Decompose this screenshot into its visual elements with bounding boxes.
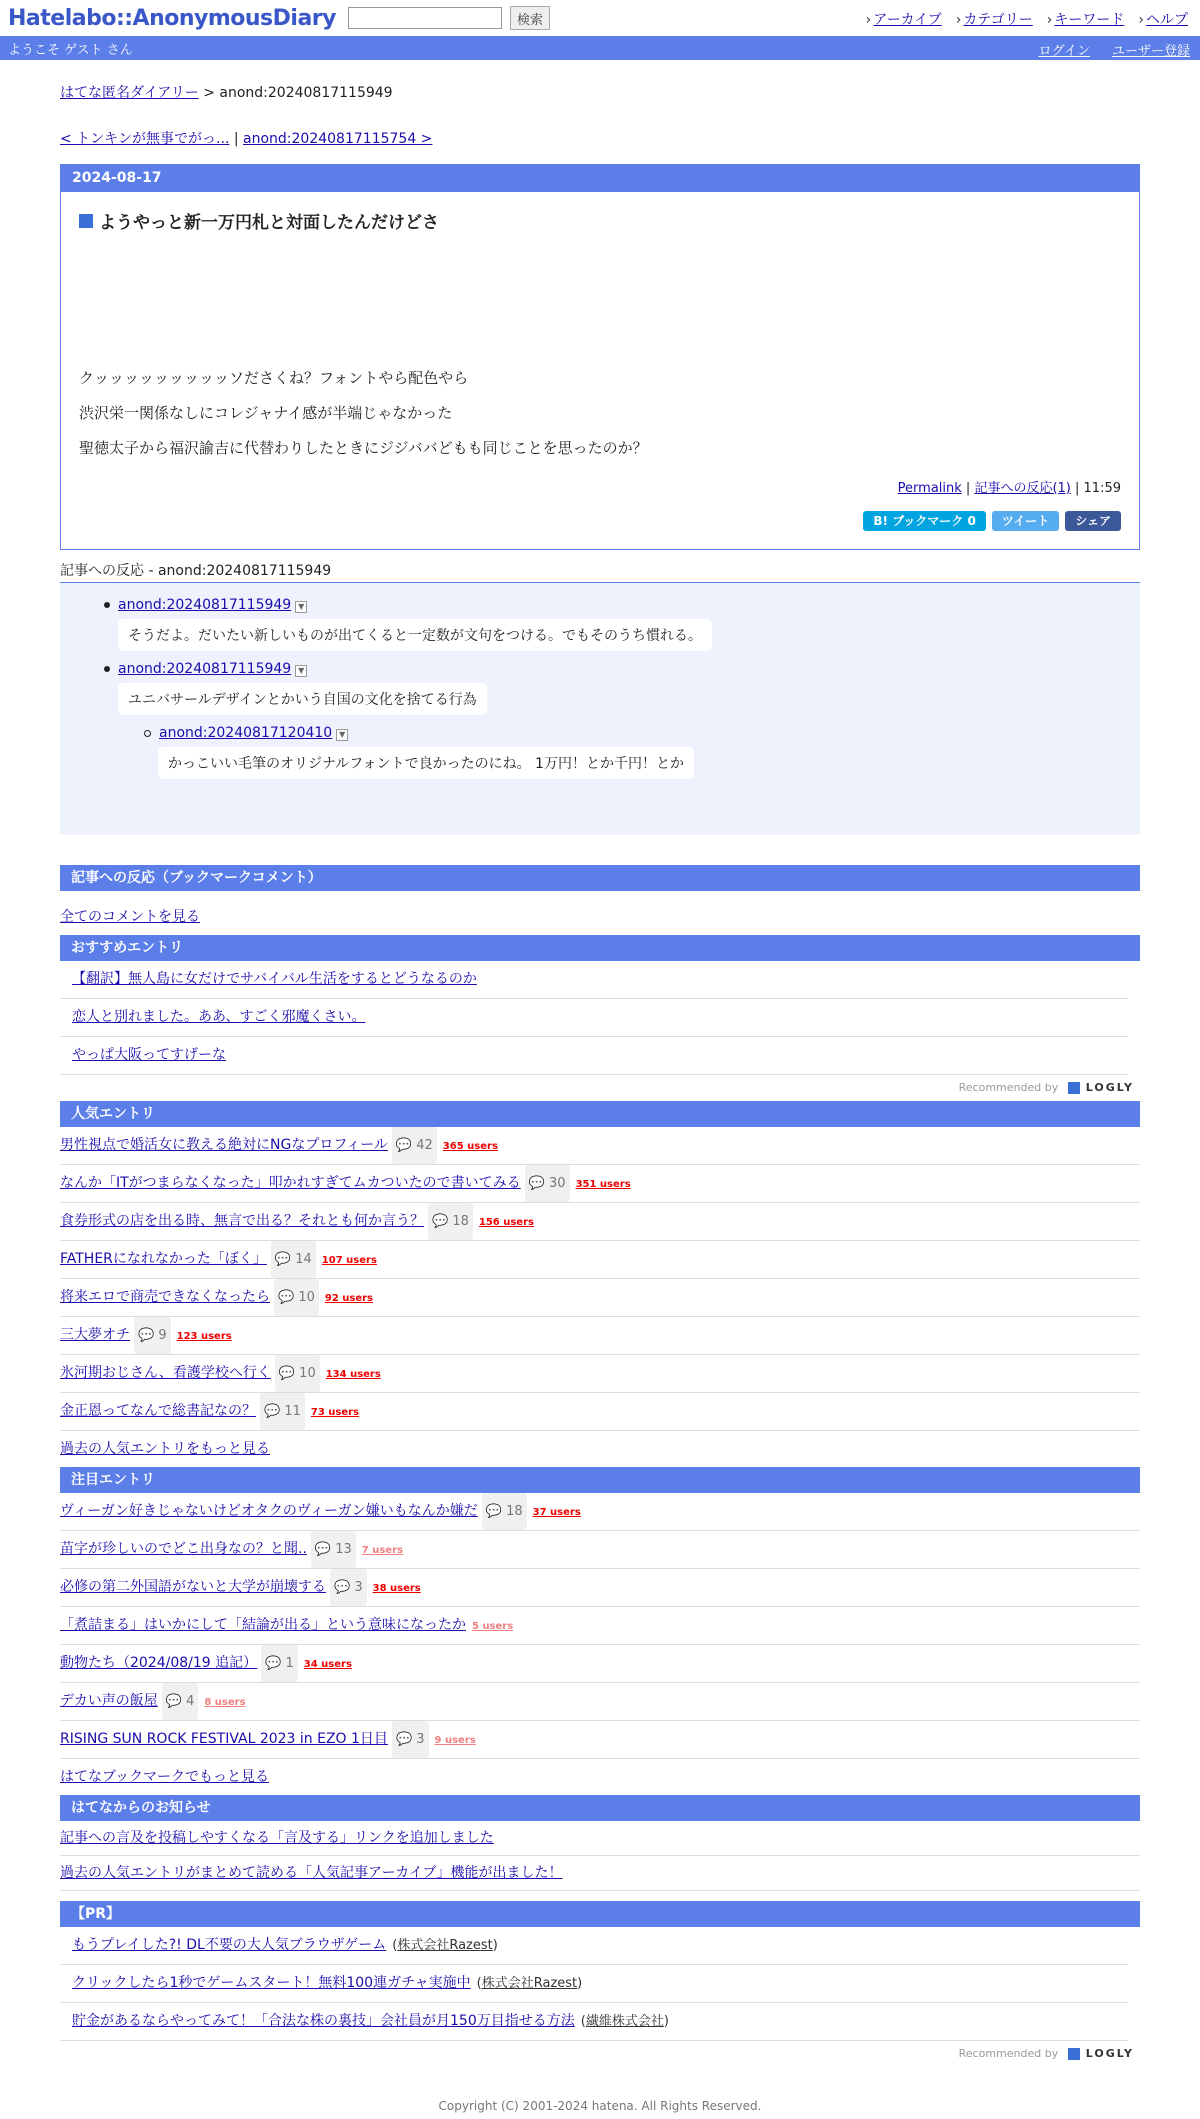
users-badge[interactable]: 123 users [176, 1331, 232, 1342]
comment-count: 18 [452, 1214, 469, 1229]
popular-row [60, 1355, 1140, 1393]
hot-link[interactable]: 必修の第二外国語がないと大学が崩壊する [60, 1579, 326, 1595]
comment-count: 1 [285, 1656, 294, 1671]
reaction-item [144, 725, 1140, 789]
pr-company-link[interactable]: 株式会社Razest [481, 1976, 578, 1991]
user-bar [0, 36, 1200, 60]
share-buttons [863, 511, 1121, 531]
entry-nav [60, 128, 1140, 148]
keyword-link[interactable]: › キーワード [1047, 9, 1125, 29]
popular-row [60, 1279, 1140, 1317]
breadcrumb [60, 82, 1140, 102]
hot-row [60, 1607, 1140, 1645]
logly-icon [1068, 1082, 1080, 1094]
logly-brand: LOGLY [1085, 1081, 1134, 1094]
hot-row [60, 1531, 1140, 1569]
popular-link[interactable]: 三大夢オチ [60, 1327, 130, 1343]
recommended-heading: おすすめエントリ [60, 935, 1140, 961]
entry-line: 渋沢栄一関係なしにコレジャナイ感が半端じゃなかった [79, 404, 453, 422]
entry-title-text: ようやっと新一万円札と対面したんだけどさ [99, 213, 439, 233]
top-links [866, 9, 1188, 29]
reaction-link[interactable]: anond:20240817115949 [118, 597, 292, 613]
pr-row [60, 1965, 1128, 2003]
hot-link[interactable]: 「煮詰まる」はいかにして「結論が出る」という意味になったか [60, 1617, 466, 1633]
logly-logo[interactable] [1068, 1081, 1134, 1094]
comment-count: 10 [299, 1366, 316, 1381]
reactions-link[interactable]: 記事への反応(1) [974, 481, 1071, 496]
pr-company: (繊維株式会社) [580, 2014, 669, 2029]
hot-link[interactable]: デカい声の飯屋 [60, 1693, 158, 1709]
entry-title [79, 208, 1139, 233]
comment-count: 30 [549, 1176, 566, 1191]
users-badge[interactable]: 8 users [204, 1697, 246, 1708]
entry-line: クッッッッッッッッッソださくね？フォントやら配色やら [79, 369, 469, 387]
all-comments-row [60, 899, 1140, 935]
pr-link[interactable]: 貯金があるならやってみて！「合法な株の裏技」会社員が月150万目指せる方法 [72, 2013, 575, 2029]
pr-company: (株式会社Razest) [476, 1976, 583, 1991]
footer-copyright: Copyright (C) 2001-2024 hatena. All Rights Reserved. [438, 2099, 762, 2113]
popular-link[interactable]: なんか「ITがつまらなくなった」叩かれすぎてムカついたので書いてみる [60, 1175, 521, 1191]
reactions-list [60, 583, 1140, 835]
popular-row [60, 1393, 1140, 1431]
breadcrumb-current: anond:20240817115949 [219, 85, 393, 101]
hot-more-row [60, 1759, 1140, 1795]
logly-logo[interactable] [1068, 2047, 1134, 2060]
popular-row [60, 1127, 1140, 1165]
all-comments-link[interactable]: 全てのコメントを見る [60, 909, 200, 925]
bullet-icon [144, 730, 151, 737]
recommended-link[interactable]: 【翻訳】無人島に女だけでサバイバル生活をするとどうなるのか [72, 971, 477, 987]
popular-link[interactable]: 将来エロで商売できなくなったら [60, 1289, 270, 1305]
hot-row [60, 1721, 1140, 1759]
popular-link[interactable]: 食券形式の店を出る時、無言で出る？それとも何か言う？ [60, 1213, 424, 1229]
logly-brand: LOGLY [1085, 2047, 1134, 2060]
comment-count-badge[interactable]: 💬 30 [525, 1165, 570, 1202]
recommended-link[interactable]: やっぱ大阪ってすげーな [72, 1047, 226, 1063]
pr-recommend-credit [60, 2041, 1140, 2067]
entry-body [61, 367, 648, 472]
entry-time: 11:59 [1083, 481, 1121, 496]
diary-entry [60, 164, 1140, 550]
chevron-down-icon[interactable]: ▼ [295, 665, 307, 677]
comment-count-badge[interactable]: 💬 18 [428, 1203, 473, 1240]
hot-row [60, 1569, 1140, 1607]
notice-row [60, 1856, 1140, 1891]
site-logo[interactable]: Hatelabo::AnonymousDiary [8, 5, 336, 31]
hot-row [60, 1683, 1140, 1721]
comment-count-badge[interactable]: 💬 10 [274, 1279, 319, 1316]
reaction-link[interactable]: anond:20240817115949 [118, 661, 292, 677]
popular-link[interactable]: 金正恩ってなんで総書記なの？ [60, 1403, 256, 1419]
nav-separator: | [233, 131, 239, 147]
comment-count-badge[interactable]: 💬 11 [260, 1393, 305, 1430]
popular-link[interactable]: 男性視点で婚活女に教える絶対にNGなプロフィール [60, 1137, 388, 1153]
users-badge[interactable]: 73 users [310, 1407, 360, 1418]
entry-line: 聖徳太子から福沢諭吉に代替わりしたときにジジババどもも同じことを思ったのか？ [79, 439, 648, 457]
hot-link[interactable]: 動物たち（2024/08/19 追記） [60, 1655, 258, 1671]
comment-count: 10 [298, 1290, 315, 1305]
popular-row [60, 1165, 1140, 1203]
pr-company: (株式会社Razest) [392, 1938, 498, 1953]
users-badge[interactable]: 37 users [532, 1507, 581, 1518]
hot-link[interactable]: ヴィーガン好きじゃないけどオタクのヴィーガン嫌いもなんか嫌だ [60, 1503, 478, 1519]
comment-count: 14 [295, 1252, 312, 1267]
help-link[interactable]: › ヘルプ [1138, 9, 1188, 29]
hot-heading: 注目エントリ [60, 1467, 1140, 1493]
comment-count: 11 [284, 1404, 301, 1419]
facebook-share-button[interactable]: シェア [1065, 511, 1121, 531]
comment-count: 18 [506, 1504, 523, 1519]
reaction-text: ユニバサールデザインとかいう自国の文化を捨てる行為 [118, 683, 487, 715]
tweet-button[interactable]: ツイート [992, 511, 1059, 531]
comment-count-badge[interactable]: 💬 9 [134, 1317, 171, 1354]
pr-row [60, 2003, 1128, 2041]
pr-row [60, 1927, 1128, 1965]
recommended-link[interactable]: 恋人と別れました。ああ、すごく邪魔くさい。 [72, 1009, 366, 1025]
recommend-credit [60, 1075, 1140, 1101]
notice-heading: はてなからのお知らせ [60, 1795, 1140, 1821]
users-badge[interactable]: 351 users [575, 1179, 631, 1190]
users-badge[interactable]: 5 users [472, 1621, 514, 1632]
popular-link[interactable]: 氷河期おじさん、看護学校へ行く [60, 1365, 271, 1381]
breadcrumb-home[interactable]: はてな匿名ダイアリー [60, 85, 199, 101]
comment-count: 3 [354, 1580, 363, 1595]
notice-link[interactable]: 過去の人気エントリがまとめて読める「人気記事アーカイブ」機能が出ました！ [60, 1865, 563, 1881]
hot-link[interactable]: RISING SUN ROCK FESTIVAL 2023 in EZO 1日目 [60, 1731, 388, 1747]
comment-count-badge[interactable]: 💬 18 [482, 1493, 527, 1530]
chevron-down-icon[interactable]: ▼ [295, 601, 307, 613]
popular-more-link[interactable]: 過去の人気エントリをもっと見る [60, 1441, 270, 1457]
permalink[interactable]: Permalink [897, 481, 962, 496]
notice-row [60, 1821, 1140, 1856]
hot-link[interactable]: 苗字が珍しいのでどこ出身なの？と聞.. [60, 1541, 307, 1557]
comment-count: 13 [335, 1542, 352, 1557]
comment-count-badge[interactable]: 💬 3 [330, 1569, 367, 1606]
entry-marker-icon[interactable] [79, 214, 93, 228]
users-badge[interactable]: 34 users [303, 1659, 352, 1670]
comment-count: 4 [186, 1694, 195, 1709]
list-item [60, 999, 1128, 1037]
comment-count: 9 [158, 1328, 167, 1343]
chevron-down-icon[interactable]: ▼ [336, 729, 348, 741]
comment-count-badge[interactable]: 💬 14 [271, 1241, 316, 1278]
register-link[interactable]: ユーザー登録 [1111, 44, 1190, 59]
bookmark-comments-heading: 記事への反応（ブックマークコメント） [60, 865, 1140, 891]
bullet-icon [104, 666, 110, 672]
pr-heading: 【PR】 [60, 1901, 1140, 1927]
reaction-text: かっこいい毛筆のオリジナルフォントで良かったのにね。 1万円！とか千円！とか [158, 747, 694, 779]
comment-count-badge[interactable]: 💬 3 [392, 1721, 429, 1758]
reaction-link[interactable]: anond:20240817120410 [159, 725, 333, 741]
pr-company-link[interactable]: 繊維株式会社 [585, 2014, 664, 2029]
comment-count: 42 [416, 1138, 433, 1153]
archive-link[interactable]: › アーカイブ [866, 9, 942, 29]
prev-entry-link[interactable]: < トンキンが無事でがっ... [60, 131, 230, 147]
recommend-credit-text: Recommended by [958, 2047, 1059, 2060]
notice-link[interactable]: 記事への言及を投稿しやすくなる「言及する」リンクを追加しました [60, 1830, 494, 1846]
users-badge[interactable]: 9 users [434, 1735, 476, 1746]
search-button[interactable]: 検索 [510, 6, 550, 30]
entry-date: 2024-08-17 [61, 165, 1139, 192]
reaction-item [104, 597, 1140, 661]
users-badge[interactable]: 156 users [478, 1217, 534, 1228]
list-item [60, 1037, 1128, 1075]
users-badge[interactable]: 7 users [361, 1545, 403, 1556]
hatena-bookmark-button[interactable]: B! ブックマーク 0 [863, 511, 986, 531]
category-link[interactable]: › カテゴリー [956, 9, 1033, 29]
pr-link[interactable]: クリックしたら1秒でゲームスタート！無料100連ガチャ実施中 [72, 1975, 471, 1991]
reaction-item [104, 661, 1140, 725]
popular-row [60, 1241, 1140, 1279]
pr-link[interactable]: もうプレイした?! DL不要の大人気ブラウザゲーム [72, 1937, 387, 1953]
login-link[interactable]: ログイン [1038, 44, 1090, 59]
list-item [60, 961, 1128, 999]
comment-count-badge[interactable]: 💬 4 [162, 1683, 199, 1720]
breadcrumb-separator: > [203, 85, 215, 101]
hot-row [60, 1645, 1140, 1683]
popular-link[interactable]: FATHERになれなかった「ぼく」 [60, 1251, 267, 1267]
next-entry-link[interactable]: anond:20240817115754 > [243, 131, 433, 147]
top-bar [0, 0, 1200, 36]
users-badge[interactable]: 38 users [372, 1583, 421, 1594]
pr-company-link[interactable]: 株式会社Razest [397, 1938, 493, 1953]
comment-count-badge[interactable]: 💬 13 [311, 1531, 356, 1568]
users-badge[interactable]: 134 users [325, 1369, 381, 1380]
main-content [60, 82, 1140, 2113]
search-input[interactable] [348, 7, 502, 29]
entry-meta: Permalink | 記事への反応(1) | 11:59 [897, 481, 1121, 496]
hot-row [60, 1493, 1140, 1531]
logly-icon [1068, 2048, 1080, 2060]
recommend-credit-text: Recommended by [958, 1081, 1059, 1094]
users-badge[interactable]: 365 users [442, 1141, 498, 1152]
welcome-text: ようこそ ゲスト さん [8, 42, 133, 58]
popular-heading: 人気エントリ [60, 1101, 1140, 1127]
popular-row [60, 1203, 1140, 1241]
reactions-heading: 記事への反応 - anond:20240817115949 [60, 560, 1140, 583]
hot-more-link[interactable]: はてなブックマークでもっと見る [60, 1769, 270, 1785]
comment-count-badge[interactable]: 💬 10 [275, 1355, 320, 1392]
comment-count: 3 [416, 1732, 425, 1747]
reaction-text: そうだよ。だいたい新しいものが出てくると一定数が文句をつける。でもそのうち慣れる。 [118, 619, 712, 651]
comment-count-badge[interactable]: 💬 1 [261, 1645, 298, 1682]
users-badge[interactable]: 107 users [321, 1255, 377, 1266]
popular-more-row [60, 1431, 1140, 1467]
users-badge[interactable]: 92 users [324, 1293, 374, 1304]
bullet-icon [104, 602, 110, 608]
popular-row [60, 1317, 1140, 1355]
comment-count-badge[interactable]: 💬 42 [392, 1127, 437, 1164]
